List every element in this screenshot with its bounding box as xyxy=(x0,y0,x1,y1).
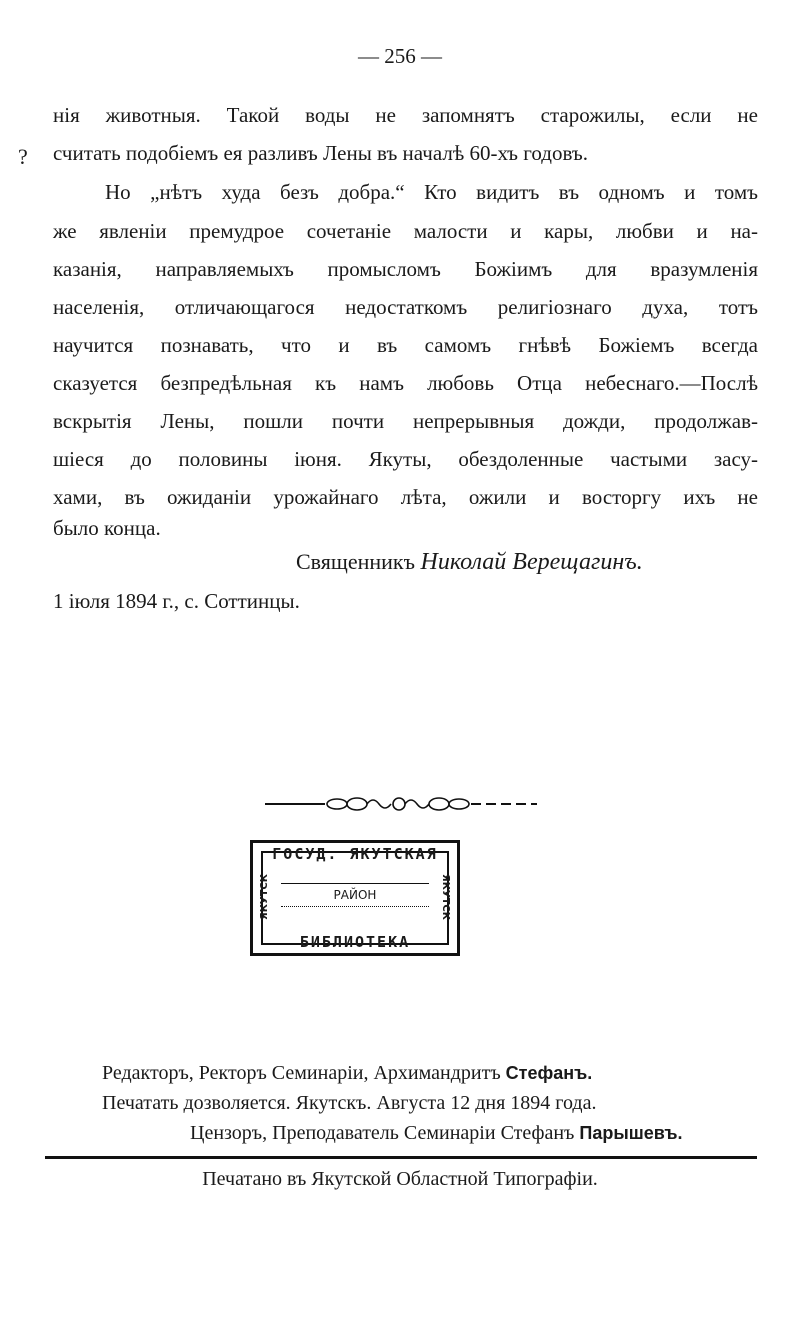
imprint-editor-name: Стефанъ. xyxy=(505,1063,593,1083)
text-line: вскрытія Лены, пошли почти непрерывныя дожди, продолжав- xyxy=(53,409,758,433)
text-line: нія животныя. Такой воды не запомнятъ старожилы, если не xyxy=(53,103,758,127)
imprint-censor-prefix: Цензоръ, Преподаватель Семинаріи Стефанъ xyxy=(190,1122,575,1144)
library-stamp xyxy=(250,840,460,956)
stamp-top-text: ГОСУД. ЯКУТСКАЯ xyxy=(272,845,438,863)
horizontal-rule xyxy=(45,1156,757,1159)
text-line: населенія, отличающагося недостаткомъ религіознаго духа, тотъ xyxy=(53,295,758,319)
imprint-censor-name: Парышевъ. xyxy=(579,1123,683,1143)
signature-name: Николай Верещагинъ. xyxy=(420,549,643,575)
text-line: было конца. xyxy=(53,516,161,540)
page-number: — 256 — xyxy=(358,44,442,68)
imprint-editor-prefix: Редакторъ, Ректоръ Семинаріи, Архимандритъ xyxy=(102,1062,501,1084)
dateline: 1 іюля 1894 г., с. Соттинцы. xyxy=(53,589,300,613)
signature-title: Священникъ xyxy=(296,549,415,574)
imprint-censor xyxy=(190,1122,682,1145)
stamp-bottom-text: БИБЛИОТЕКА xyxy=(299,933,411,951)
text-line: Но „нѣтъ худа безъ добра.“ Кто видитъ въ одномъ и томъ xyxy=(105,180,758,204)
stamp-right-text: ЯКУТСК xyxy=(440,874,451,920)
text-line: же явленіи премудрое сочетаніе малости и кары, любви и на- xyxy=(53,219,758,243)
text-line: хами, въ ожиданіи урожайнаго лѣта, ожили и восторгу ихъ не xyxy=(53,485,758,509)
text-line: казанія, направляемыхъ промысломъ Божіимъ для вразумленія xyxy=(53,257,758,281)
text-line: шіеся до половины іюня. Якуты, обездоленные частыми засу- xyxy=(53,447,758,471)
stamp-left-text: ЯКУТСК xyxy=(259,874,270,920)
text-line: считать подобіемъ ея разливъ Лены въ началѣ 60-хъ годовъ. xyxy=(53,141,588,165)
text-line: научится познавать, что и въ самомъ гнѣвѣ Божіемъ всегда xyxy=(53,333,758,357)
text-line: сказуется безпредѣльная къ намъ любовь Отца небеснаго.—Послѣ xyxy=(53,371,758,395)
printer-line: Печатано въ Якутской Областной Типографіи. xyxy=(202,1168,598,1190)
signature xyxy=(296,549,643,576)
stamp-middle-text: РАЙОН xyxy=(281,883,429,907)
ornament-divider xyxy=(265,792,537,816)
imprint-permit: Печатать дозволяется. Якутскъ. Августа 12 дня 1894 года. xyxy=(102,1092,597,1114)
margin-mark: ? xyxy=(18,144,28,169)
imprint-editor xyxy=(102,1062,592,1085)
